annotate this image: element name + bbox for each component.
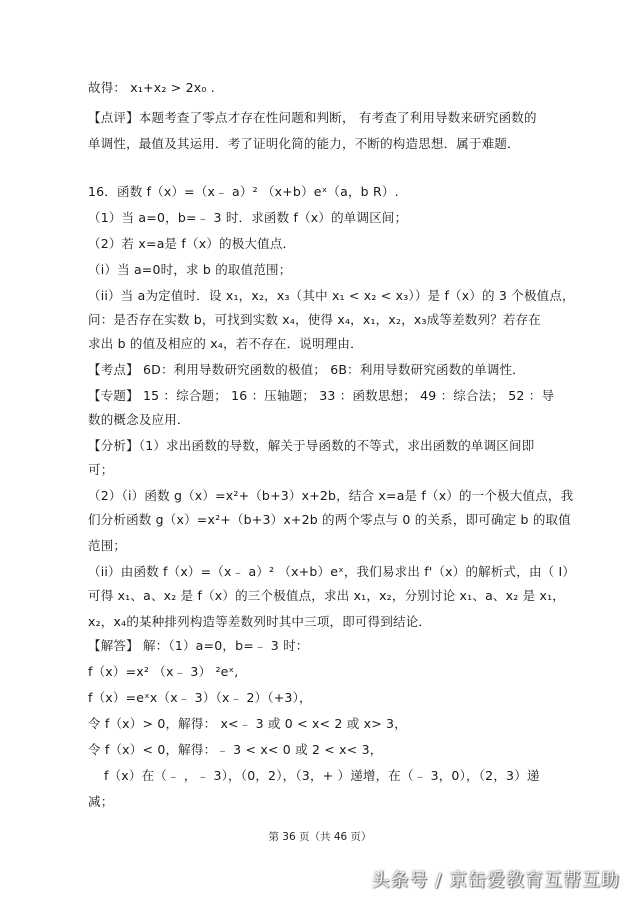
text-line: （i）当 a=0时，求 b 的取值范围； [88,262,292,277]
text-line: 【解答】 解：（1）a=0，b=﹣ 3 时： [88,638,309,653]
text-line: x₂，x₄的某种排列构造等差数列时其中三项，即可得到结论． [88,614,432,629]
text-line: f（x）在（﹣ ，﹣ 3），（0，2），（3，+ ）递增，在（﹣ 3，0），（2，3）递 [104,768,540,783]
text-line: 单调性，最值及其运用．考了证明化简的能力，不断的构造思想．属于难题． [88,136,520,151]
text-line: 数的概念及应用． [88,412,190,427]
page-footer: 第 36 页（共 46 页） [268,831,372,843]
text-line: （ii）当 a为定值时．设 x₁，x₂，x₃（其中 x₁ < x₂ < x₃））是 f（x）的 3 个极值点， [88,288,575,303]
text-line: 求出 b 的值及相应的 x₄，若不存在．说明理由． [88,336,363,351]
text-line: （ii）由函数 f（x）=（x﹣ a）² （x+b）eˣ，我们易求出 f'（x）的解析式，由（ I） [88,564,576,579]
text-line: 范围； [88,538,127,553]
problem-title: 16．函数 f（x）=（x﹣ a）² （x+b）eˣ（a，b R）. [88,184,399,199]
text-line: 【考点】 6D：利用导数研究函数的极值； 6B：利用导数研究函数的单调性． [88,362,525,377]
text-line: 令 f（x）< 0，解得：﹣ 3 < x< 0 或 2 < x< 3， [88,742,383,757]
text-line: （2）（i）函数 g（x）=x²+（b+3）x+2b，结合 x=a是 f（x）的一个极大值点，我 [88,488,574,503]
text-line: 【分析】（1）求出函数的导数，解关于导函数的不等式，求出函数的单调区间即 [88,438,535,453]
text-line: 们分析函数 g（x）=x²+（b+3）x+2b 的两个零点与 0 的关系，即可确定 b 的取值 [88,512,571,527]
watermark: 头条号 / 京缶爱教育互帮互助 [371,870,620,891]
text-line: （1）当 a=0，b=﹣ 3 时．求函数 f（x）的单调区间； [88,210,408,225]
text-line: 减； [88,794,114,809]
text-line: 问：是否存在实数 b，可找到实数 x₄，使得 x₄，x₁，x₂，x₃成等差数列？若存在 [88,312,541,327]
text-line: f（x）=x² （x﹣ 3） ²eˣ, [88,664,239,679]
text-line: （2）若 x=a是 f（x）的极大值点． [88,236,296,251]
text-line: 可； [88,462,114,477]
text-line: 令 f（x）> 0，解得： x<﹣ 3 或 0 < x< 2 或 x> 3， [88,716,407,731]
text-line: f（x）=eˣx（x﹣ 3）（x﹣ 2）（+3）， [88,690,312,705]
text-line: 可得 x₁、a、x₂ 是 f（x）的三个极值点，求出 x₁，x₂，分别讨论 x₁、a、x₂ 是 x₁， [88,588,565,603]
text-line: 故得： x₁+x₂ > 2x₀ . [88,80,215,95]
text-line: 【专题】 15 ：综合题； 16 ：压轴题； 33 ：函数思想； 49 ：综合法； 52 ：导 [88,388,555,403]
text-line: 【点评】本题考查了零点才存在性问题和判断， 有考查了利用导数来研究函数的 [88,110,537,125]
